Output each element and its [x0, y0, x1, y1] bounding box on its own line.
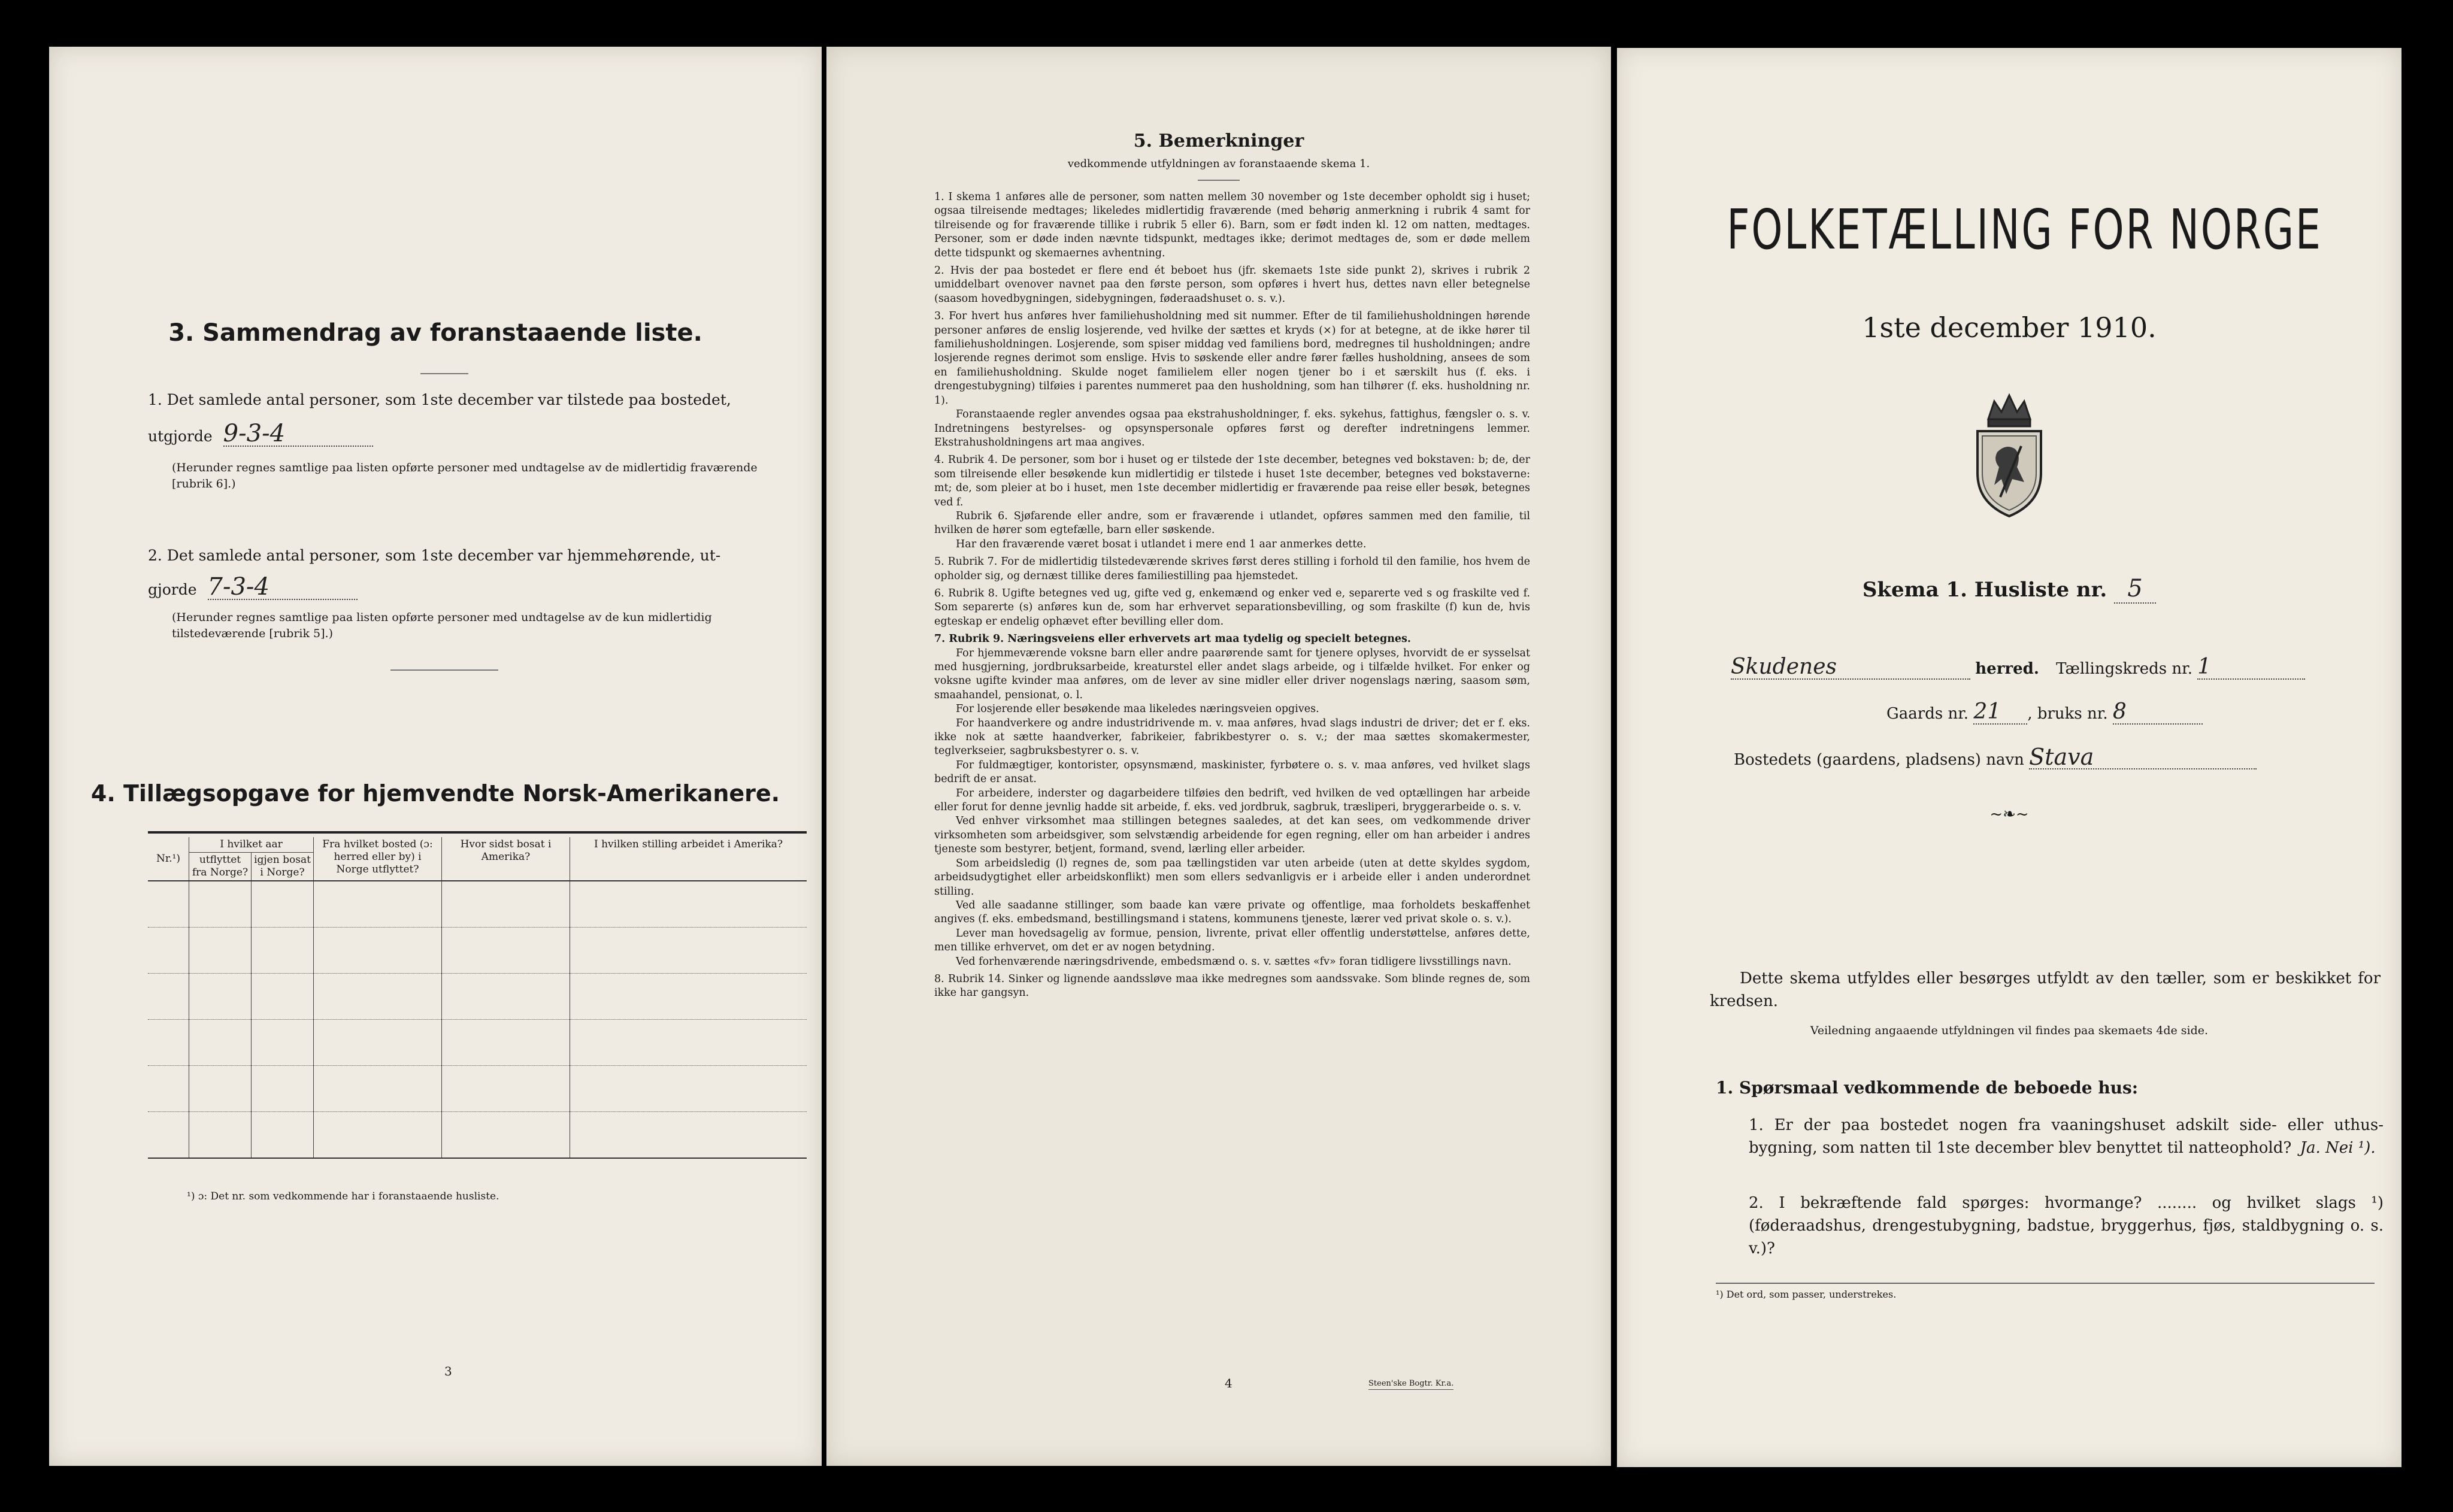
questions-heading: 1. Spørsmaal vedkommende de beboede hus: [1716, 1078, 2139, 1098]
page-number: 3 [444, 1364, 452, 1378]
summary-item-1 [148, 388, 801, 449]
printer-mark: Steen'ske Bogtr. Kr.a. [1368, 1379, 1453, 1390]
husliste-number: 5 [2114, 575, 2156, 604]
ornament-icon: ~❧~ [1989, 805, 2029, 823]
remark-5: 5. Rubrik 7. For de midlertidig tilstedeværende skrives først deres stilling i forhold til den familie, hos hvem de opholder sig, og dernæst tillike deres familiestilling paa hjemstedet. [934, 556, 1530, 582]
table-row [148, 974, 807, 1020]
table-row [148, 881, 807, 928]
instruction: Dette skema utfyldes eller besørges utfyldt av den tæller, som er beskikket for kredsen. [1710, 969, 2381, 1010]
remark-1: 1. I skema 1 anføres alle de personer, som natten mellem 30 november og 1ste december opholdt sig i huset; ogsaa tilreisende medtages; likeledes midlertidig fraværende (med behørig anmerkning i rubrik 4 samt for tilreisende og for fraværende tillike i rubrik 5 eller 6). Barn, som er født inden kl. 12 om natten, medtages. Personer, som er døde inden nævnte tidspunkt, medtages ikke; derimot medtages de, som er døde mellem dette tidspunkt og skemaernes avhentning. [934, 191, 1530, 259]
item2-text: 2. Det samlede antal personer, som 1ste december var hjemmehørende, ut- [148, 547, 721, 564]
herred-value: Skudenes [1731, 656, 1970, 680]
gaards-line: Gaards nr. 21 , bruks nr. 8 [1886, 701, 2306, 725]
col-utflyttet: utflyttet fra Norge? [189, 853, 252, 881]
main-title: FOLKETÆLLING FOR NORGE [1727, 198, 2322, 262]
page-3 [49, 47, 822, 1466]
col-year-group: I hvilket aar [189, 837, 314, 853]
question-1 [1749, 1114, 2384, 1159]
bruks-label: bruks nr. [2037, 705, 2108, 723]
table-row [148, 928, 807, 974]
summary-item-2 [148, 544, 801, 602]
question-1-answer: Ja. Nei ¹). [2300, 1139, 2376, 1157]
item1-text: 1. Det samlede antal personer, som 1ste december var tilstede paa bostedet, [148, 391, 731, 408]
remark-7: 7. Rubrik 9. Næringsveiens eller erhvervets art maa tydelig og specielt betegnes. [934, 633, 1411, 646]
section3-heading: 3. Sammendrag av foranstaaende liste. [168, 319, 702, 347]
col-sidst-bosat: Hvor sidst bosat i Amerika? [442, 837, 570, 881]
item1-value: 9-3-4 [223, 422, 373, 447]
remark-7c: For losjerende eller besøkende maa likeledes næringsveien opgives. [956, 703, 1319, 716]
question-2: 2. I bekræftende fald spørges: hvormange? ........ og hvilket slags ¹) (føderaadshus, drengestubygning, badstue, bryggerhus, fjøs, staldbygning o. s. v.)? [1749, 1194, 2384, 1258]
norsk-amerikanere-table [148, 837, 807, 1159]
page-4 [826, 47, 1611, 1466]
remark-7b: For hjemmeværende voksne barn eller andre paarørende samt for tjenere oplyses, hvorvidt de er sysselsat med husgjerning, jordbruksarbeide, kreaturstel eller andet slags arbeide, og i tilfælde hvilket. For enker og voksne ugifte kvinder maa anføres, om de lever av sine midler eller driver nogenslags næring, saasom søm, smaahandel, pensionat, o. l. [934, 647, 1530, 701]
remark-7i: Ved alle saadanne stillinger, som baade kan være private og offentlige, maa forholdets beskaffenhet angives (f. eks. embedsmand, bestillingsmand i statens, kommunens tjeneste, lærer ved privat skole o. s. v.). [934, 899, 1530, 926]
herred-label: herred. [1975, 660, 2039, 678]
remark-3: 3. For hvert hus anføres hver familiehusholdning med sit nummer. Efter de til familiehusholdningen hørende personer anføres de enslig losjerende, ved hvilke der sættes et kryds (×) for at betegne, at de ikke hører til familiehusholdningen. Losjerende, som spiser middag ved familiens bord, medregnes til husholdningen; andre losjerende regnes derimot som enslige. Hvis to søskende eller andre fører fælles husholdning, ansees de som en familiehusholdning. Skulde noget familielem eller nogen tjener bo i et særskilt hus (f. eks. i drengestubygning) tilføies i parentes nummeret paa den husholdning, som han tilhører (f. eks. husholdning nr. 1). [934, 310, 1530, 407]
gaards-label: Gaards nr. [1886, 705, 1969, 723]
page-number: 4 [1225, 1376, 1232, 1390]
bosted-value: Stava [2029, 746, 2257, 769]
item2-label: gjorde [148, 581, 197, 598]
item2-value: 7-3-4 [208, 575, 358, 600]
divider [1198, 180, 1240, 181]
col-bosat: igjen bosat i Norge? [252, 853, 314, 881]
kreds-value: 1 [2197, 656, 2305, 680]
norway-coat-of-arms-icon [1964, 383, 2054, 521]
col-stilling: I hvilken stilling arbeidet i Amerika? [570, 837, 807, 881]
question-1-text: 1. Er der paa bostedet nogen fra vaaningshuset adskilt side- eller uthus-bygning, som natten til 1ste december blev benyttet til natteophold? [1749, 1116, 2384, 1157]
remark-6: 6. Rubrik 8. Ugifte betegnes ved ug, gifte ved g, enkemænd og enker ved e, separerte ved s og fraskilte ved f. Som separerte (s) anføres kun de, som har erhvervet separationsbevilling, og som fraskilte (f) kun de, hvis egteskap er endelig ophævet efter bevilling eller dom. [934, 587, 1530, 628]
table-footnote: ¹) ɔ: Det nr. som vedkommende har i foranstaaende husliste. [187, 1190, 499, 1202]
herred-line [1731, 656, 2378, 680]
remark-4c: Har den fraværende været bosat i utlandet i mere end 1 aar anmerkes dette. [956, 538, 1367, 550]
divider [390, 669, 498, 671]
item1-label: utgjorde [148, 428, 213, 445]
table-row [148, 1066, 807, 1112]
remarks-subheading: vedkommende utfyldningen av foranstaaende skema 1. [1067, 157, 1370, 170]
remark-4b: Rubrik 6. Sjøfarende eller andre, som er fraværende i utlandet, opføres sammen med den familie, til hvilken de hører som egtefælle, barn eller søskende. [934, 510, 1530, 537]
table-row [148, 1112, 807, 1159]
footnote: ¹) Det ord, som passer, understrekes. [1716, 1289, 1897, 1300]
schema-line [1617, 575, 2401, 604]
table-row [148, 1020, 807, 1066]
divider [420, 373, 468, 374]
remark-7k: Ved forhenværende næringsdrivende, embedsmænd o. s. v. sættes «fv» foran tidligere livsstillings navn. [956, 955, 1512, 968]
remark-7f: For arbeidere, inderster og dagarbeidere tilføies den bedrift, ved hvilken de ved optællingen har arbeide eller forut for denne jevnlig hadde sit arbeide, f. eks. ved jordbruk, sagbruk, træsliperi, bryggerarbeide o. s. v. [934, 787, 1530, 814]
remarks-body [934, 190, 1530, 1001]
bosted-line [1734, 746, 2381, 771]
gaards-value: 21 [1973, 701, 2027, 725]
col-nr: Nr.¹) [148, 837, 189, 881]
bosted-label: Bostedets (gaardens, pladsens) navn [1734, 751, 2024, 769]
remark-7e: For fuldmægtiger, kontorister, opsynsmænd, maskinister, fyrbøtere o. s. v. maa anføres, ved hvilket slags bedrift de er ansat. [934, 759, 1530, 786]
kreds-label: Tællingskreds nr. [2056, 660, 2192, 678]
col-fra-bosted: Fra hvilket bosted (ɔ: herred eller by) i Norge utflyttet? [314, 837, 442, 881]
guidance: Veiledning angaaende utfyldningen vil findes paa skemaets 4de side. [1810, 1024, 2209, 1037]
remarks-heading: 5. Bemerkninger [1133, 131, 1304, 151]
remark-7j: Lever man hovedsagelig av formue, pension, livrente, privat eller offentlig understøttelse, anføres dette, men tillike erhvervet, om det er av nogen betydning. [934, 927, 1530, 954]
page-1 [1617, 48, 2401, 1467]
census-date: 1ste december 1910. [1862, 311, 2157, 344]
remark-7h: Som arbeidsledig (l) regnes de, som paa tællingstiden var uten arbeide (uten at dette skyldes sygdom, arbeidsudygtighet eller arbeidskonflikt) men som ellers sedvanligvis er i arbeide eller i anden underordnet stilling. [934, 857, 1530, 898]
bruks-value: 8 [2113, 701, 2203, 725]
item2-note: (Herunder regnes samtlige paa listen opførte personer med undtagelse av de kun midlertidig tilstedeværende [rubrik 5].) [172, 611, 712, 640]
remark-7g: Ved enhver virksomhet maa stillingen betegnes saaledes, at det kan sees, om vedkommende driver virksomheten som arbeidsgiver, som selvstændig arbeidende for egen regning, eller om han arbeider i andres tjeneste som bestyrer, betjent, formand, svend, lærling eller arbeider. [934, 815, 1530, 856]
section4-heading: 4. Tillægsopgave for hjemvendte Norsk-Amerikanere. [90, 780, 780, 807]
item1-note: (Herunder regnes samtlige paa listen opførte personer med undtagelse av de midlertidig fraværende [rubrik 6].) [172, 461, 758, 490]
remark-4: 4. Rubrik 4. De personer, som bor i huset og er tilstede der 1ste december, betegnes ved bokstaven: b; de, der som tilreisende eller besøkende kun midlertidig er tilstede i huset 1ste december, betegnes ved bokstaverne: mt; de, som pleier at bo i huset, men 1ste december midlertidig er fraværende paa reise eller besøk, betegnes ved f. [934, 454, 1530, 508]
divider [1716, 1283, 2375, 1284]
remark-8: 8. Rubrik 14. Sinker og lignende aandssløve maa ikke medregnes som aandssvake. Som blinde regnes de, som ikke har gangsyn. [934, 972, 1530, 999]
remark-3b: Foranstaaende regler anvendes ogsaa paa ekstrahusholdninger, f. eks. sykehus, fattighus, fængsler o. s. v. Indretningens bestyrelses- og opsynspersonale opføres først og derefter indretningens lemmer. Ekstrahusholdningens art maa angives. [934, 408, 1530, 449]
table-top-rule [148, 831, 807, 834]
schema-label: Skema 1. Husliste nr. [1862, 578, 2107, 602]
remark-7d: For haandverkere og andre industridrivende m. v. maa anføres, hvad slags industri de driver; det er f. eks. ikke nok at sætte haandverker, fabrikeier, fabrikbestyrer o. s. v.; der maa sættes skomakermester, teglverkseier, sagbruksbestyrer o. s. v. [934, 717, 1530, 757]
remark-2: 2. Hvis der paa bostedet er flere end ét beboet hus (jfr. skemaets 1ste side punkt 2), skrives i rubrik 2 umiddelbart ovenover navnet paa den første person, som opføres i hvert hus, dettes navn eller betegnelse (saasom hovedbygningen, sidebygningen, føderaadshuset o. s. v.). [934, 265, 1530, 305]
